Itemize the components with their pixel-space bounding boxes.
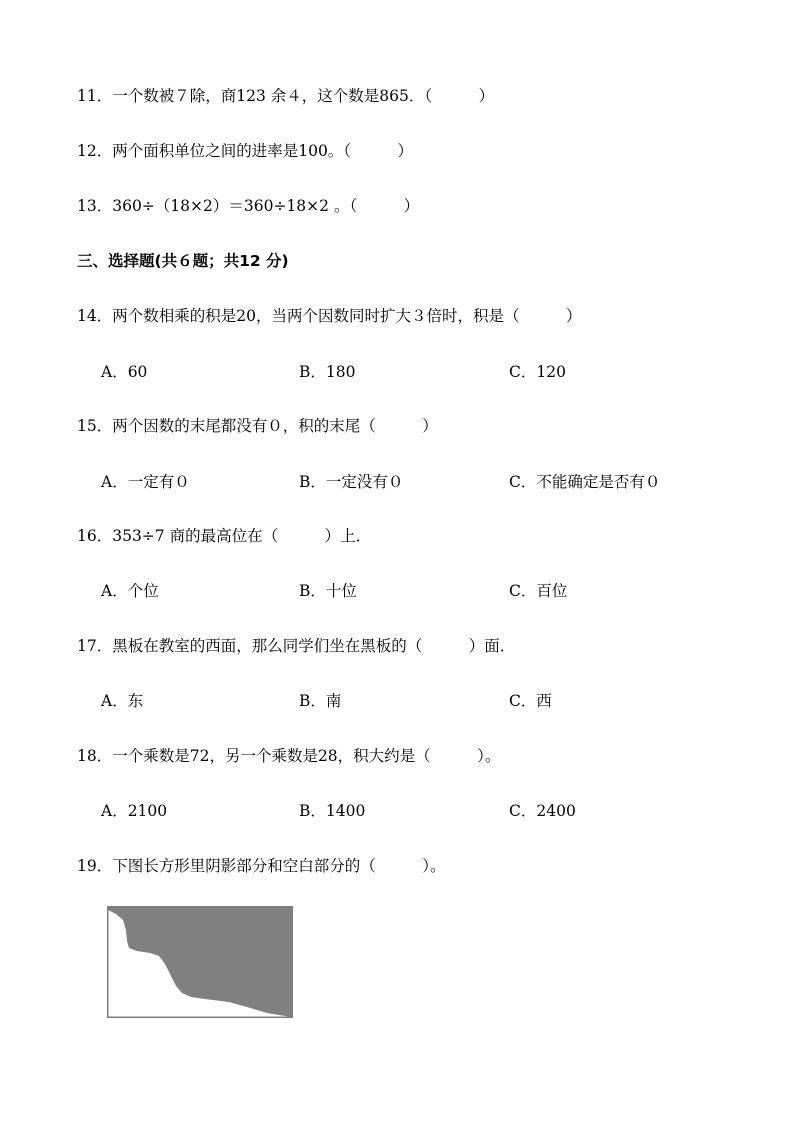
- option-c: C．西: [509, 692, 552, 710]
- option-a: A．60: [101, 363, 148, 381]
- question-11: 11．一个数被７除，商123 余４，这个数是865．（ ）: [77, 87, 495, 105]
- option-c: C．不能确定是否有０: [509, 473, 661, 491]
- question-15-options: [0, 472, 794, 492]
- option-c: C．2400: [509, 802, 576, 820]
- question-14: 14．两个数相乘的积是20，当两个因数同时扩大３倍时，积是（ ）: [77, 307, 582, 325]
- option-a: A．2100: [101, 802, 168, 820]
- option-b: B．十位: [299, 582, 357, 600]
- question-15: 15．两个因数的末尾都没有０，积的末尾（ ）: [77, 417, 438, 435]
- shaded-rectangle-figure: [107, 906, 293, 1018]
- question-17-options: [0, 691, 794, 711]
- section-3-title: 三、选择题(共６题；共12 分): [77, 252, 289, 270]
- question-19: 19．下图长方形里阴影部分和空白部分的（ ）。: [77, 857, 446, 875]
- question-16-options: [0, 581, 794, 601]
- option-a: A．个位: [101, 582, 159, 600]
- option-b: B．一定没有０: [299, 473, 404, 491]
- option-b: B．180: [299, 363, 356, 381]
- option-c: C．百位: [509, 582, 568, 600]
- question-13: 13．360÷（18×2）＝360÷18×2 。（ ）: [77, 197, 420, 215]
- question-14-options: [0, 362, 794, 382]
- question-16: 16．353÷7 商的最高位在（ ）上．: [77, 527, 372, 545]
- option-a: A．一定有０: [101, 473, 190, 491]
- option-b: B．1400: [299, 802, 366, 820]
- shaded-region: [108, 907, 292, 1017]
- question-18-options: [0, 801, 794, 821]
- question-12: 12．两个面积单位之间的进率是100。（ ）: [77, 142, 414, 160]
- question-18: 18．一个乘数是72，另一个乘数是28，积大约是（ ）。: [77, 747, 501, 765]
- option-a: A．东: [101, 692, 144, 710]
- option-c: C．120: [509, 363, 566, 381]
- question-17: 17．黑板在教室的西面，那么同学们坐在黑板的（ ）面．: [77, 637, 516, 655]
- option-b: B．南: [299, 692, 342, 710]
